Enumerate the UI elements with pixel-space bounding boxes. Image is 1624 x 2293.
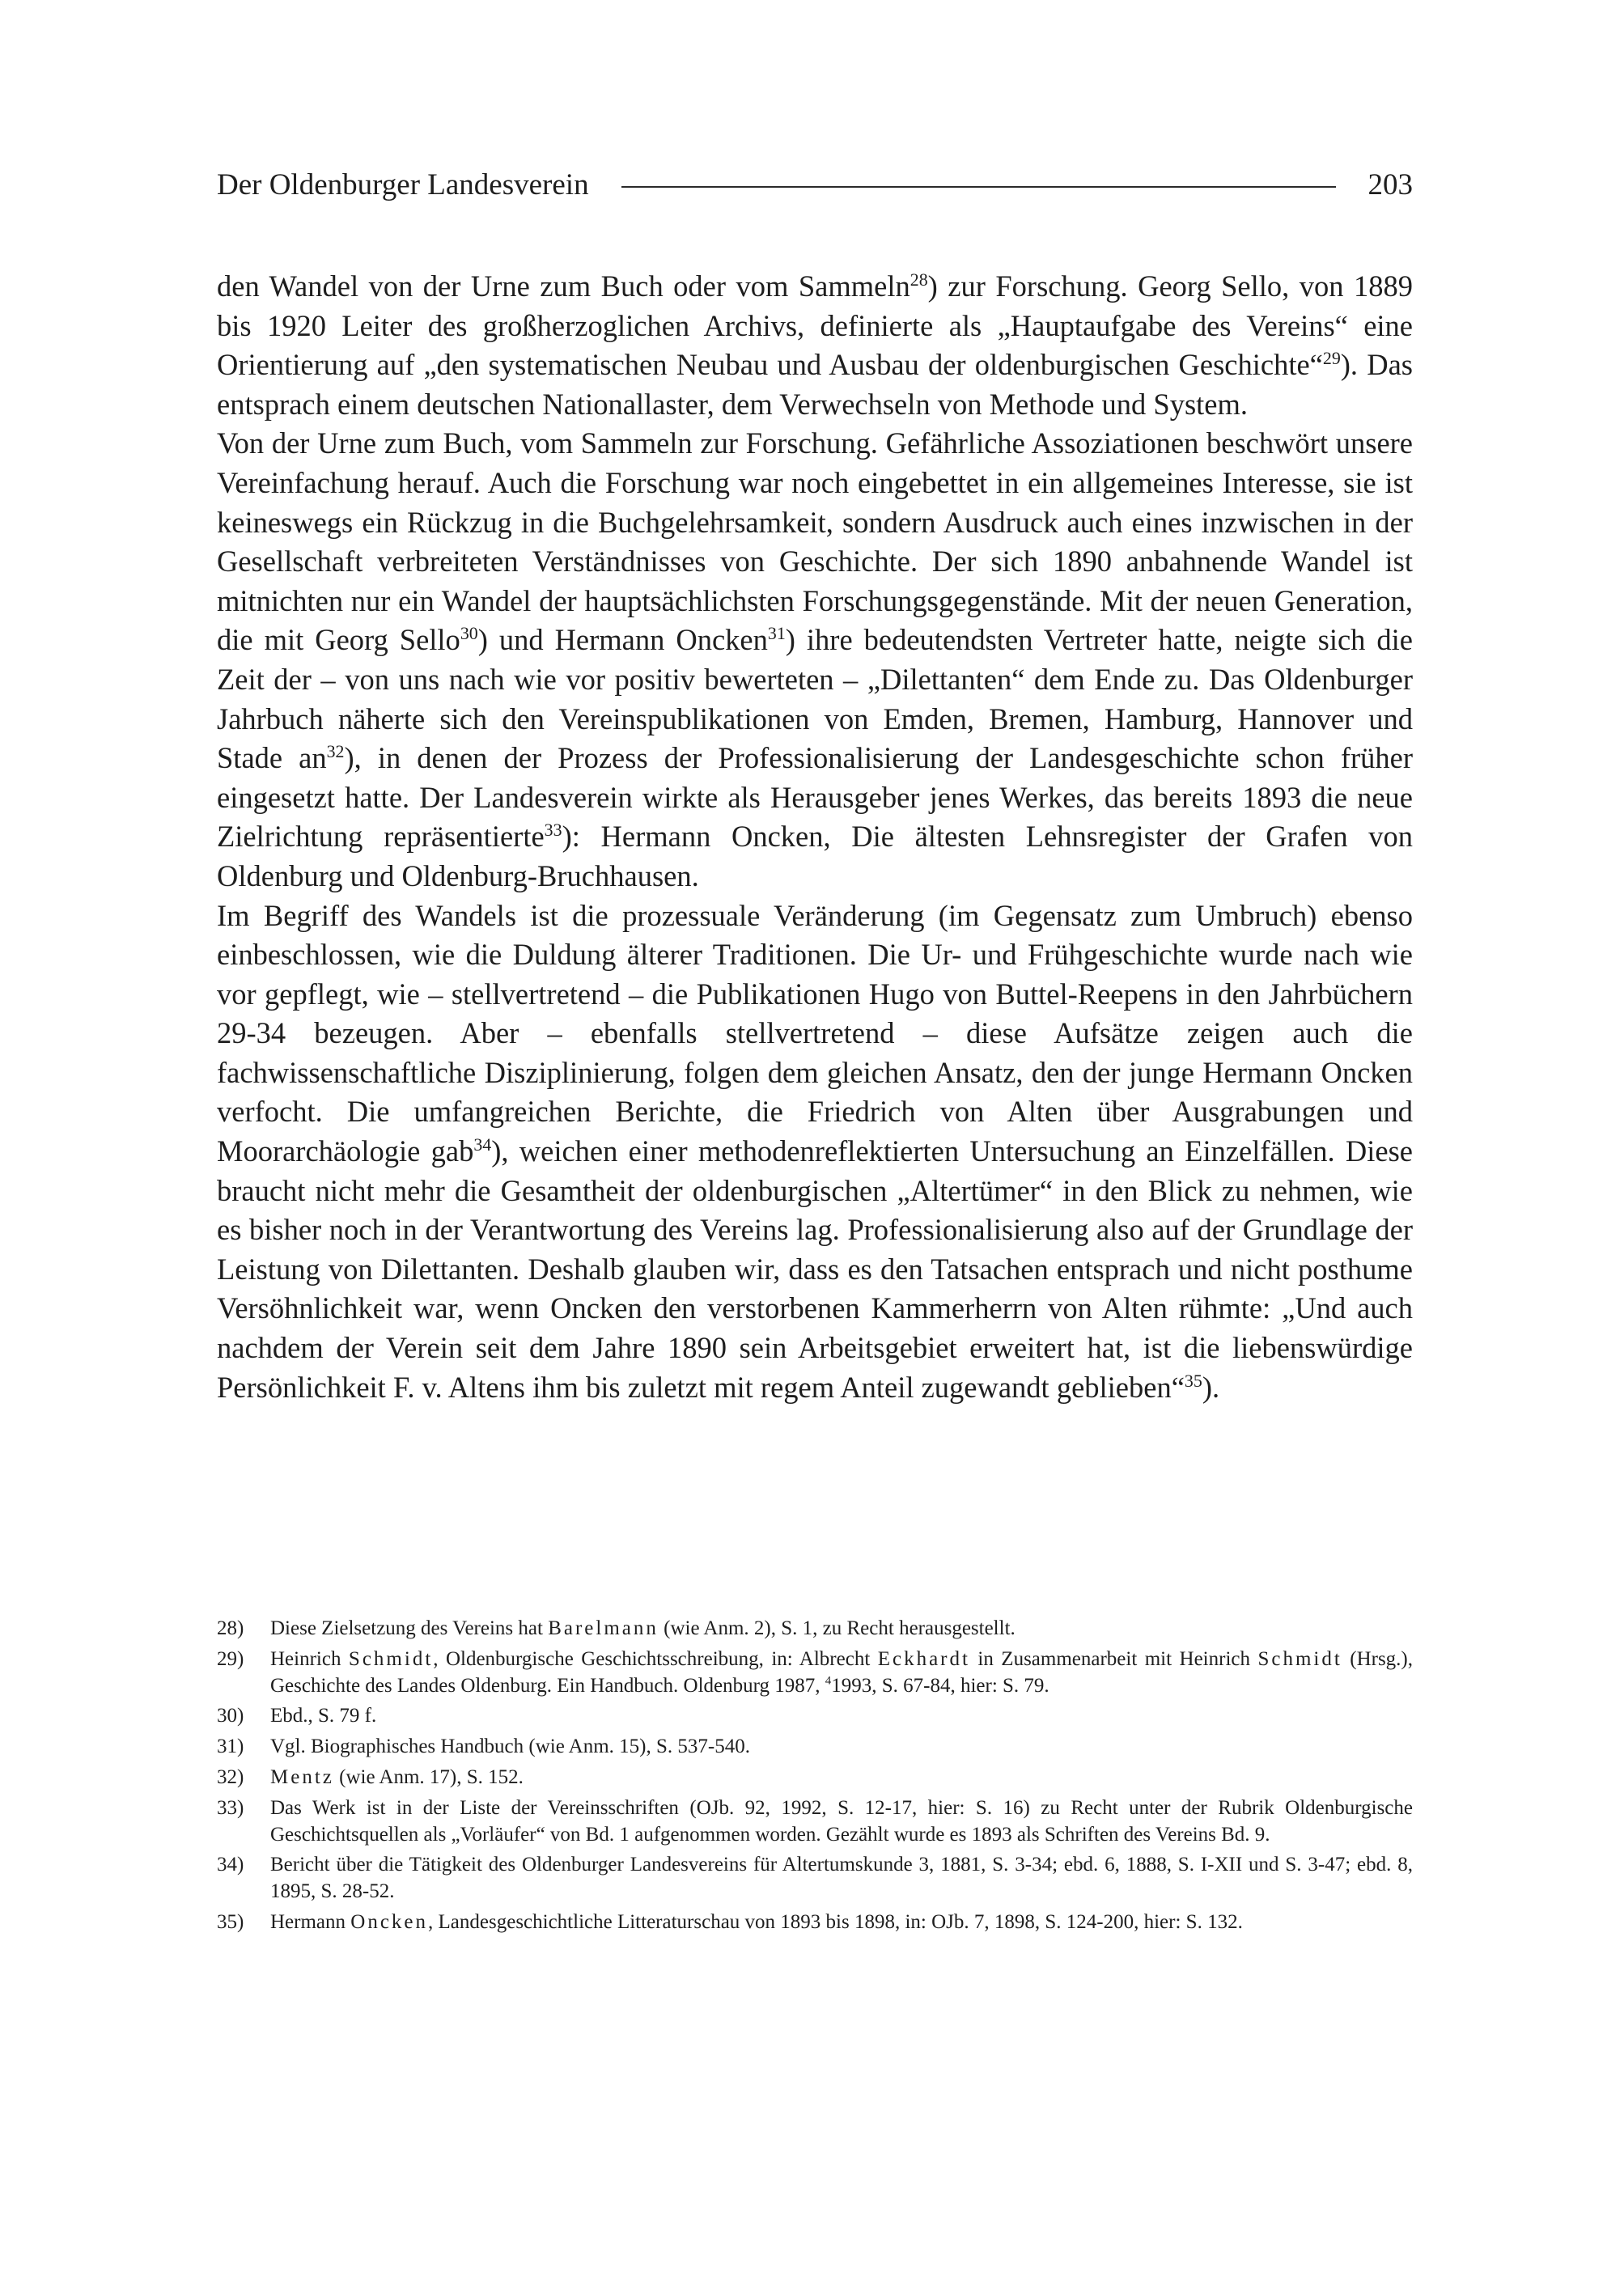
footnote (217, 1703, 1413, 1730)
footnote-ref: 33 (544, 820, 562, 841)
footnote-number: 35) (217, 1910, 244, 1933)
footnote-ref: 31 (767, 623, 786, 644)
paragraph (217, 896, 1413, 1408)
footnote-ref: 32 (326, 740, 345, 761)
footnote-number: 32) (217, 1765, 244, 1788)
footnote-number: 29) (217, 1647, 244, 1670)
text-run: 1993, S. 67-84, hier: S. 79. (831, 1674, 1049, 1697)
author-name: Mentz (270, 1765, 334, 1788)
footnote-text (270, 1909, 1413, 1936)
page-number: 203 (1367, 167, 1413, 201)
footnote-ref: 35 (1184, 1370, 1202, 1391)
paragraph (217, 424, 1413, 896)
text-run: ), weichen einer methodenreflektierten Untersuchung an Einzelfällen. Diese braucht nicht mehr die Gesamtheit der oldenburgischen „Altertümer“ in den Blick zu nehmen, wie es bisher noch in der Verantwortung des Vereins lag. Professionalisierung also auf der Grundlage der Leistung von Dilettanten. Deshalb glauben wir, dass es den Tatsachen entsprach und nicht posthume Versöhnlichkeit war, wenn Oncken den verstorbenen Kammerherrn von Alten rühmte: „Und auch nachdem der Verein seit dem Jahre 1890 sein Arbeitsgebiet erweitert hat, ist die liebenswürdige Persönlichkeit F. v. Altens ihm bis zuletzt mit regem Anteil zugewandt geblieben“ (217, 1134, 1413, 1404)
footnote-number: 33) (217, 1796, 244, 1819)
footnote-number: 30) (217, 1705, 244, 1727)
text-run: ). (1202, 1370, 1220, 1404)
footnote-text (270, 1703, 1413, 1730)
text-run: Diese Zielsetzung des Vereins hat (270, 1617, 549, 1639)
text-run: , Oldenburgische Geschichtsschreibung, in: Albrecht (433, 1647, 878, 1670)
author-name: Oncken (350, 1910, 429, 1933)
text-run: ) ihre bedeutendsten Vertreter hatte, neigte sich die Zeit der – von uns nach wie vor positiv bewerteten – „Dilettanten“ dem Ende zu. Das Oldenburger Jahrbuch näherte sich den Vereinspublikationen von Emden, Bremen, Hamburg, Hannover und Stade an (217, 623, 1413, 775)
footnote (217, 1795, 1413, 1849)
footnote-number: 31) (217, 1736, 244, 1758)
text-run: ): Hermann Oncken, Die ältesten Lehnsregister der Grafen von Oldenburg und Oldenburg-Bruchhausen. (217, 820, 1413, 892)
footnote-text (270, 1616, 1413, 1642)
text-run: ) zur Forschung. Georg Sello, von 1889 bis 1920 Leiter des großherzoglichen Archivs, definierte als „Hauptaufgabe des Vereins“ eine Orientierung auf „den systematischen Neubau und Ausbau der oldenburgischen Geschichte“ (217, 269, 1413, 382)
footnote-ref: 34 (473, 1134, 492, 1155)
text-run: Ebd., S. 79 f. (270, 1705, 377, 1727)
footnote (217, 1647, 1413, 1700)
footnote-ref: 30 (460, 623, 478, 644)
footnote-ref: 28 (910, 269, 928, 290)
text-run: (Hrsg.), Geschichte des Landes Oldenburg. Ein Handbuch. Oldenburg 1987, (270, 1647, 1414, 1697)
author-name: Barelmann (548, 1617, 659, 1639)
footnote-text (270, 1647, 1413, 1700)
footnote (217, 1765, 1413, 1791)
header-rule (621, 186, 1336, 188)
text-run: ), in denen der Prozess der Professionalisierung der Landesgeschichte schon früher eingesetzt hatte. Der Landesverein wirkte als Herausgeber jenes Werkes, das bereits 1893 die neue Zielrichtung repräsentierte (217, 741, 1414, 854)
footnote (217, 1909, 1413, 1936)
text-run: Das Werk ist in der Liste der Vereinsschriften (OJb. 92, 1992, S. 12-17, hier: S. 16) zu Recht unter der Rubrik Oldenburgische Geschichtsquellen als „Vorläufer“ von Bd. 1 aufgenommen worden. Gezählt wurde es 1893 als Schriften des Vereins Bd. 9. (270, 1796, 1413, 1846)
footnote-number: 28) (217, 1617, 244, 1639)
text-run: , Landesgeschichtliche Litteraturschau von 1893 bis 1898, in: OJb. 7, 1898, S. 124-200, hier: S. 132. (428, 1910, 1243, 1933)
body-text (217, 267, 1413, 1407)
text-run: ). Das entsprach einem deutschen Nationallaster, dem Verwechseln von Methode und System. (217, 348, 1413, 421)
text-run: Heinrich (270, 1647, 349, 1670)
footnote-text (270, 1734, 1413, 1761)
text-run: in Zusammenarbeit mit Heinrich (969, 1647, 1258, 1670)
author-name: Eckhardt (877, 1647, 970, 1670)
running-header (217, 162, 1413, 207)
footnote-text (270, 1852, 1413, 1905)
running-title: Der Oldenburger Landesverein (217, 167, 589, 201)
text-run: Vgl. Biographisches Handbuch (wie Anm. 15), S. 537-540. (270, 1736, 750, 1758)
text-run: Bericht über die Tätigkeit des Oldenburger Landesvereins für Altertumskunde 3, 1881, S. 3-34; ebd. 6, 1888, S. I-XII und S. 3-47; ebd. 8, 1895, S. 28-52. (270, 1854, 1413, 1903)
text-run: Von der Urne zum Buch, vom Sammeln zur Forschung. Gefährliche Assoziationen beschwört unsere Vereinfachung herauf. Auch die Forschung war noch eingebettet in ein allgemeines Interesse, sie ist keineswegs ein Rückzug in die Buchgelehrsamkeit, sondern Ausdruck auch eines inzwischen in der Gesellschaft verbreiteten Verständnisses von Geschichte. Der sich 1890 anbahnende Wandel ist mitnichten nur ein Wandel der hauptsächlichsten Forschungsgegenstände. Mit der neuen Generation, die mit Georg Sello (217, 426, 1413, 657)
footnotes (217, 1616, 1413, 1940)
text-run: ) und Hermann Oncken (477, 623, 768, 657)
footnote (217, 1734, 1413, 1761)
author-name: Schmidt (348, 1647, 434, 1670)
footnote-ref: 29 (1322, 348, 1341, 369)
footnote-text (270, 1795, 1413, 1849)
footnote-text (270, 1765, 1413, 1791)
text-run: Im Begriff des Wandels ist die prozessuale Veränderung (im Gegensatz zum Umbruch) ebenso einbeschlossen, wie die Duldung älterer Traditionen. Die Ur- und Frühgeschichte wurde nach wie vor gepflegt, wie – stellvertretend – die Publikationen Hugo von Buttel-Reepens in den Jahrbüchern 29-34 bezeugen. Aber – ebenfalls stellvertretend – diese Aufsätze zeigen auch die fachwissenschaftliche Disziplinierung, folgen dem gleichen Ansatz, den der junge Hermann Oncken verfocht. Die umfangreichen Berichte, die Friedrich von Alten über Ausgrabungen und Moorarchäologie gab (217, 898, 1413, 1168)
footnote-ref: 4 (825, 1674, 832, 1688)
footnote-number: 34) (217, 1854, 244, 1876)
author-name: Schmidt (1257, 1647, 1342, 1670)
text-run: Hermann (270, 1910, 351, 1933)
text-run: (wie Anm. 17), S. 152. (333, 1765, 524, 1788)
text-run: den Wandel von der Urne zum Buch oder vom Sammeln (217, 269, 910, 303)
paragraph (217, 267, 1413, 424)
text-run: (wie Anm. 2), S. 1, zu Recht herausgestellt. (658, 1617, 1016, 1639)
footnote (217, 1852, 1413, 1905)
footnote (217, 1616, 1413, 1642)
